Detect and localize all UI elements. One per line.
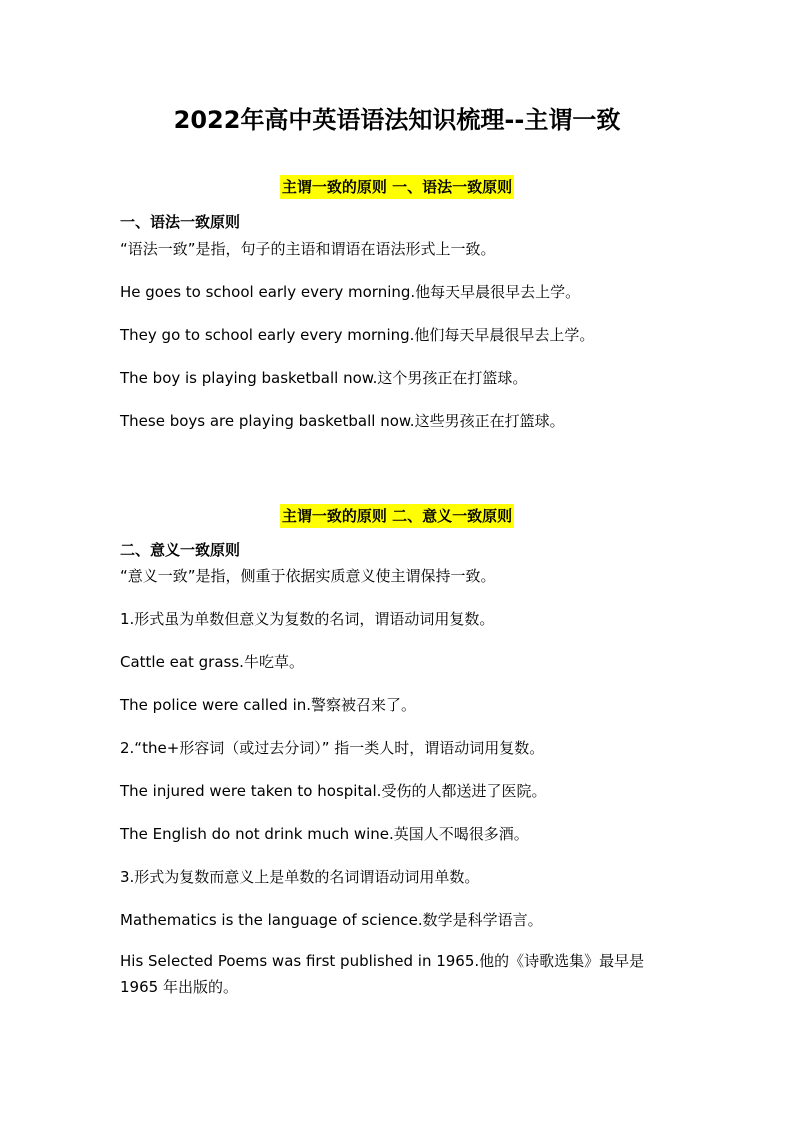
page-title: 2022年高中英语语法知识梳理--主谓一致: [173, 106, 621, 134]
example-line: The police were called in.警察被召来了。: [120, 696, 417, 714]
example-line: The injured were taken to hospital.受伤的人都送进了医院。: [120, 782, 547, 800]
example-line: The English do not drink much wine.英国人不喝很多酒。: [120, 825, 529, 843]
rule-line: 2.“the+形容词（或过去分词）” 指一类人时，谓语动词用复数。: [120, 739, 545, 757]
section1-banner: [0, 176, 794, 197]
section2-banner-text: 主谓一致的原则 二、意义一致原则: [280, 504, 514, 528]
section2-banner: [0, 505, 794, 526]
section1-heading: 一、语法一致原则: [120, 213, 241, 231]
rule-line: 1.形式虽为单数但意义为复数的名词，谓语动词用复数。: [120, 610, 495, 628]
example-line: Mathematics is the language of science.数学是科学语言。: [120, 911, 543, 929]
example-line: The boy is playing basketball now.这个男孩正在打篮球。: [120, 369, 528, 387]
section2-heading: 二、意义一致原则: [120, 541, 241, 559]
example-line: They go to school early every morning.他们每天早晨很早去上学。: [120, 326, 595, 344]
example-line: He goes to school early every morning.他每天早晨很早去上学。: [120, 283, 581, 301]
rule-line: 3.形式为复数而意义上是单数的名词谓语动词用单数。: [120, 868, 480, 886]
example-line: These boys are playing basketball now.这些男孩正在打篮球。: [120, 412, 565, 430]
example-line: His Selected Poems was first published in 1965.他的《诗歌选集》最早是 1965 年出版的。: [120, 952, 645, 996]
example-line: Cattle eat grass.牛吃草。: [120, 653, 304, 671]
section1-banner-text: 主谓一致的原则 一、语法一致原则: [280, 175, 514, 199]
section1-intro: “语法一致”是指，句子的主语和谓语在语法形式上一致。: [120, 240, 496, 258]
section2-intro: “意义一致”是指，侧重于依据实质意义使主谓保持一致。: [120, 567, 496, 585]
